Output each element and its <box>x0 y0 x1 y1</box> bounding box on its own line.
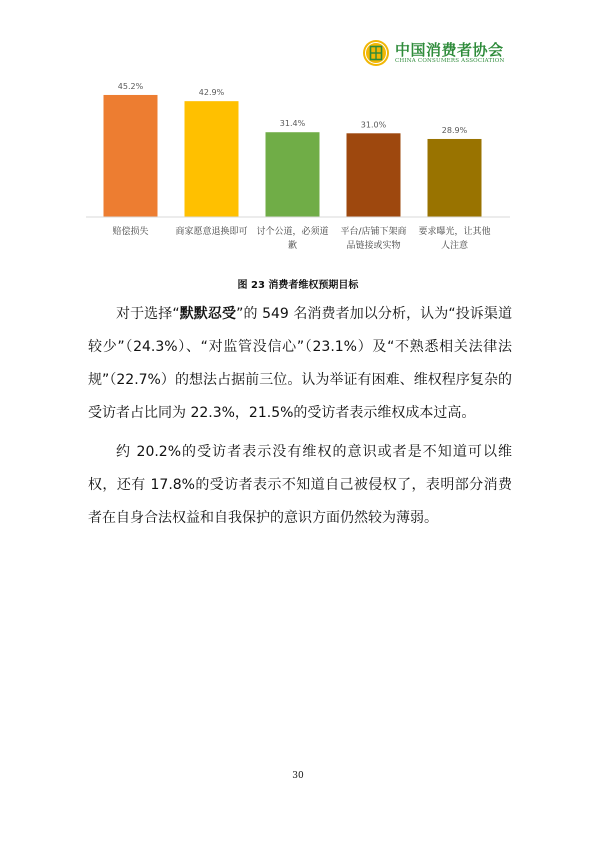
org-name-cn: 中国消费者协会 <box>395 41 504 59</box>
category-label-1: 赔偿损失 <box>112 227 149 237</box>
header-logo <box>362 38 512 70</box>
cca-emblem-icon <box>362 39 390 67</box>
bar-5 <box>428 139 482 217</box>
data-label-1: 45.2% <box>117 81 144 91</box>
figure-caption: 图 23 消费者维权预期目标 <box>237 280 359 291</box>
data-label-2: 42.9% <box>198 88 225 98</box>
bar-4 <box>347 133 401 217</box>
data-label-3: 31.4% <box>279 119 306 129</box>
category-label-4-line-2: 品链接或实物 <box>346 241 401 251</box>
category-label-5-line-1: 要求曝光，让其他 <box>418 227 491 237</box>
category-label-3-line-2: 歉 <box>287 241 298 251</box>
data-label-4: 31.0% <box>360 120 387 130</box>
bar-2 <box>185 101 239 217</box>
category-label-5-line-2: 人注意 <box>440 241 469 251</box>
bar-3 <box>266 132 320 217</box>
bar-chart <box>86 80 510 268</box>
body-text <box>88 298 512 535</box>
page-number: 30 <box>292 771 304 781</box>
category-label-3-line-1: 讨个公道，必须道 <box>256 227 329 237</box>
paragraph-1 <box>88 298 512 430</box>
category-label-4-line-1: 平台/店铺下架商 <box>340 227 407 237</box>
p1-text-b: ”的 549 名消费者加以分析，认为“投诉渠道较少”（24.3%）、“对监管没信心”（23.1%）及“不熟悉相关法律法规”（22.7%）的想法占据前三位。认为举证有困难、维权程序复杂的受访者占比同为 22.3%，21.5%的受访者表示维权成本过高。 <box>88 306 512 421</box>
paragraph-2: 约 20.2%的受访者表示没有维权的意识或者是不知道可以维权，还有 17.8%的受访者表示不知道自己被侵权了，表明部分消费者在自身合法权益和自我保护的意识方面仍然较为薄弱。 <box>88 444 512 526</box>
p1-text-a: 对于选择“ <box>116 306 180 322</box>
p1-emphasis: 默默忍受 <box>179 306 237 322</box>
org-name-en: CHINA CONSUMERS ASSOCIATION <box>395 58 505 64</box>
data-label-5: 28.9% <box>441 125 468 135</box>
bar-1 <box>104 95 158 217</box>
category-label-2: 商家愿意退换即可 <box>175 227 248 237</box>
